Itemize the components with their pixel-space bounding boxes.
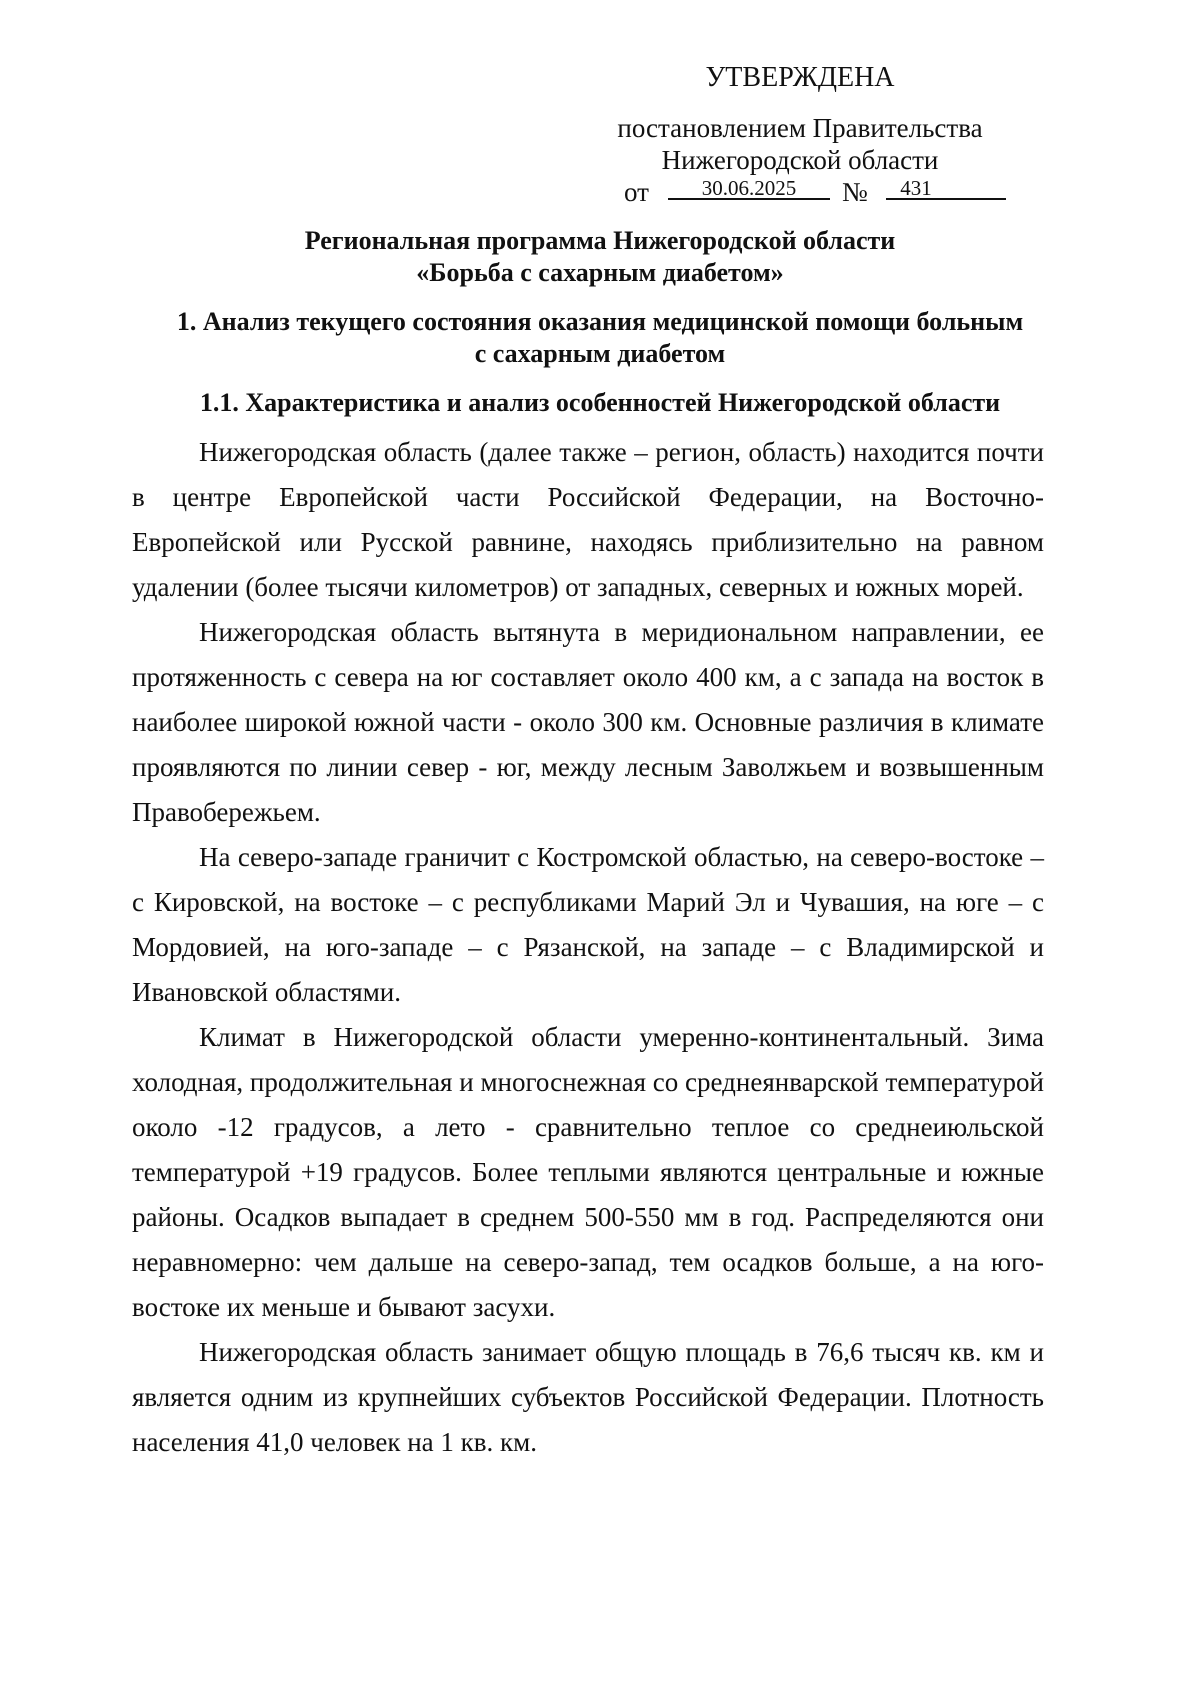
- from-label: от: [624, 177, 649, 207]
- paragraph-climate: Климат в Нижегородской области умеренно-континентальный. Зима холодная, продолжительная и многоснежная со среднеянварской температурой около -12 градусов, а лето - сравнительно теплое со среднеиюльской температурой +19 градусов. Более теплыми являются центральные и южные районы. Осадков выпадает в среднем 500-550 мм в год. Распределяются они неравномерно: чем дальше на северо-запад, тем осадков больше, а на юго-востоке их меньше и бывают засухи.: [132, 1022, 1044, 1322]
- program-title-line-1: Региональная программа Нижегородской области: [304, 226, 896, 255]
- number-sign: №: [842, 177, 868, 207]
- approval-region-line: Нижегородской области: [661, 145, 939, 175]
- approval-block: [590, 62, 1010, 210]
- approval-date: 30.06.2025: [701, 176, 797, 200]
- approval-decree-line: постановлением Правительства: [617, 113, 983, 143]
- program-title: [130, 225, 1070, 289]
- paragraph-borders: На северо-западе граничит с Костромской областью, на северо-востоке – с Кировской, на востоке – с республиками Марий Эл и Чувашия, на юге – с Мордовией, на юго-западе – с Рязанской, на западе – с Владимирской и Ивановской областями.: [132, 842, 1044, 1007]
- approval-number: 431: [900, 176, 932, 200]
- program-title-line-2: «Борьба с сахарным диабетом»: [416, 258, 784, 287]
- paragraph-location: Нижегородская область (далее также – регион, область) находится почти в центре Европейской части Российской Федерации, на Восточно-Европейской или Русской равнине, находясь приблизительно на равном удалении (более тысячи километров) от западных, северных и южных морей.: [132, 437, 1044, 602]
- body-text: [132, 430, 1044, 1465]
- section-title-line-2: с сахарным диабетом: [474, 339, 726, 368]
- section-title: [130, 306, 1070, 370]
- approved-label: УТВЕРЖДЕНА: [705, 62, 895, 93]
- subsection-title: 1.1. Характеристика и анализ особенностей Нижегородской области: [199, 388, 1001, 417]
- paragraph-area: Нижегородская область занимает общую площадь в 76,6 тысяч кв. км и является одним из крупнейших субъектов Российской Федерации. Плотность населения 41,0 человек на 1 кв. км.: [132, 1337, 1044, 1457]
- section-title-line-1: 1. Анализ текущего состояния оказания медицинской помощи больным: [176, 307, 1024, 336]
- approval-date-number-line: [590, 176, 1010, 210]
- paragraph-extent: Нижегородская область вытянута в меридиональном направлении, ее протяженность с севера на юг составляет около 400 км, а с запада на восток в наиболее широкой южной части - около 300 км. Основные различия в климате проявляются по линии север - юг, между лесным Заволжьем и возвышенным Правобережьем.: [132, 617, 1044, 827]
